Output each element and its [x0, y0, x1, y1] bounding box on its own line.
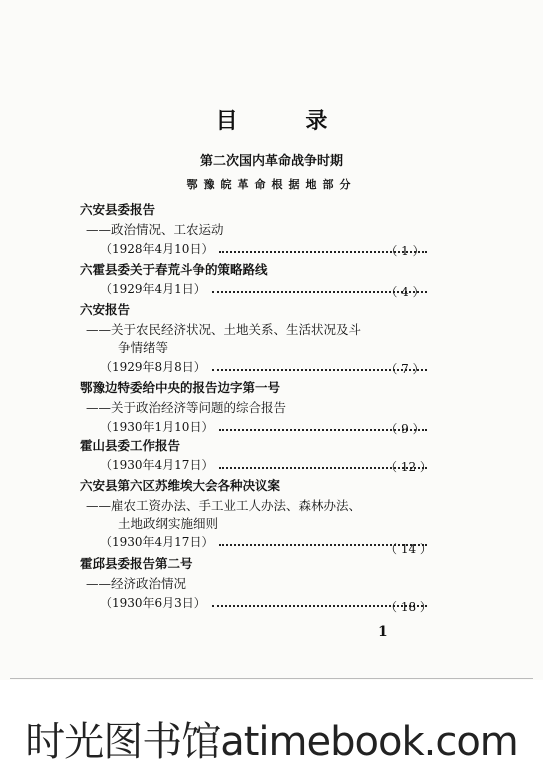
entry-subtitle: ——关于农民经济状况、土地关系、生活状况及斗 [86, 322, 362, 337]
entry-date: （1930年1月10日） [100, 420, 214, 434]
scan-divider [10, 678, 533, 679]
entry-subtitle: ——关于政治经济等问题的综合报告 [86, 400, 287, 415]
entry-page[interactable]: （ 12 ） [385, 460, 432, 474]
page-title: 目 录 [215, 108, 358, 134]
entry-title[interactable]: 鄂豫边特委给中央的报告边字第一号 [80, 380, 281, 395]
entry-date: （1929年8月8日） [100, 360, 206, 374]
entry-date: （1930年6月3日） [100, 596, 206, 610]
entry-date: （1929年4月1日） [100, 282, 206, 296]
entry-subtitle: ——雇农工资办法、手工业工人办法、森林办法、 [86, 498, 362, 513]
entry-title[interactable]: 六安报告 [80, 302, 131, 317]
entry-page[interactable]: （ 18 ） [385, 600, 432, 614]
entry-page[interactable]: （ 4 ） [385, 285, 425, 299]
entry-page[interactable]: （ 9 ） [385, 422, 425, 436]
entry-page[interactable]: （ 7 ） [385, 362, 425, 376]
entry-title[interactable]: 六安县委报告 [80, 202, 156, 217]
entry-title[interactable]: 六霍县委关于春荒斗争的策略路线 [80, 262, 268, 277]
entry-title[interactable]: 霍山县委工作报告 [80, 438, 181, 453]
period-heading: 第二次国内革命战争时期 [199, 154, 343, 169]
page-number: 1 [378, 624, 388, 640]
entry-date: （1930年4月17日） [100, 535, 214, 549]
entry-date: （1928年4月10日） [100, 242, 214, 256]
entry-subtitle: ——政治情况、工农运动 [86, 222, 224, 237]
entry-page[interactable]: （ 1 ） [385, 244, 425, 258]
entry-date-row [100, 594, 433, 611]
region-heading: 鄂豫皖革命根据地部分 [186, 178, 357, 191]
watermark-text: 时光图书馆atimebook.com [25, 719, 518, 765]
entry-title[interactable]: 霍邱县委报告第二号 [80, 556, 193, 571]
entry-date-row [100, 280, 433, 297]
entry-date-row [100, 240, 433, 257]
entry-page[interactable]: （ 14 ） [385, 542, 432, 556]
entry-date-row [100, 358, 433, 375]
entry-subtitle-continued: 争情绪等 [118, 340, 169, 355]
entry-subtitle-continued: 土地政纲实施细则 [118, 516, 219, 531]
entry-title[interactable]: 六安县第六区苏维埃大会各种决议案 [80, 478, 281, 493]
entry-date-row [100, 533, 433, 550]
entry-date-row [100, 418, 433, 435]
entry-date-row [100, 456, 433, 473]
entry-date: （1930年4月17日） [100, 458, 214, 472]
entry-subtitle: ——经济政治情况 [86, 576, 187, 591]
